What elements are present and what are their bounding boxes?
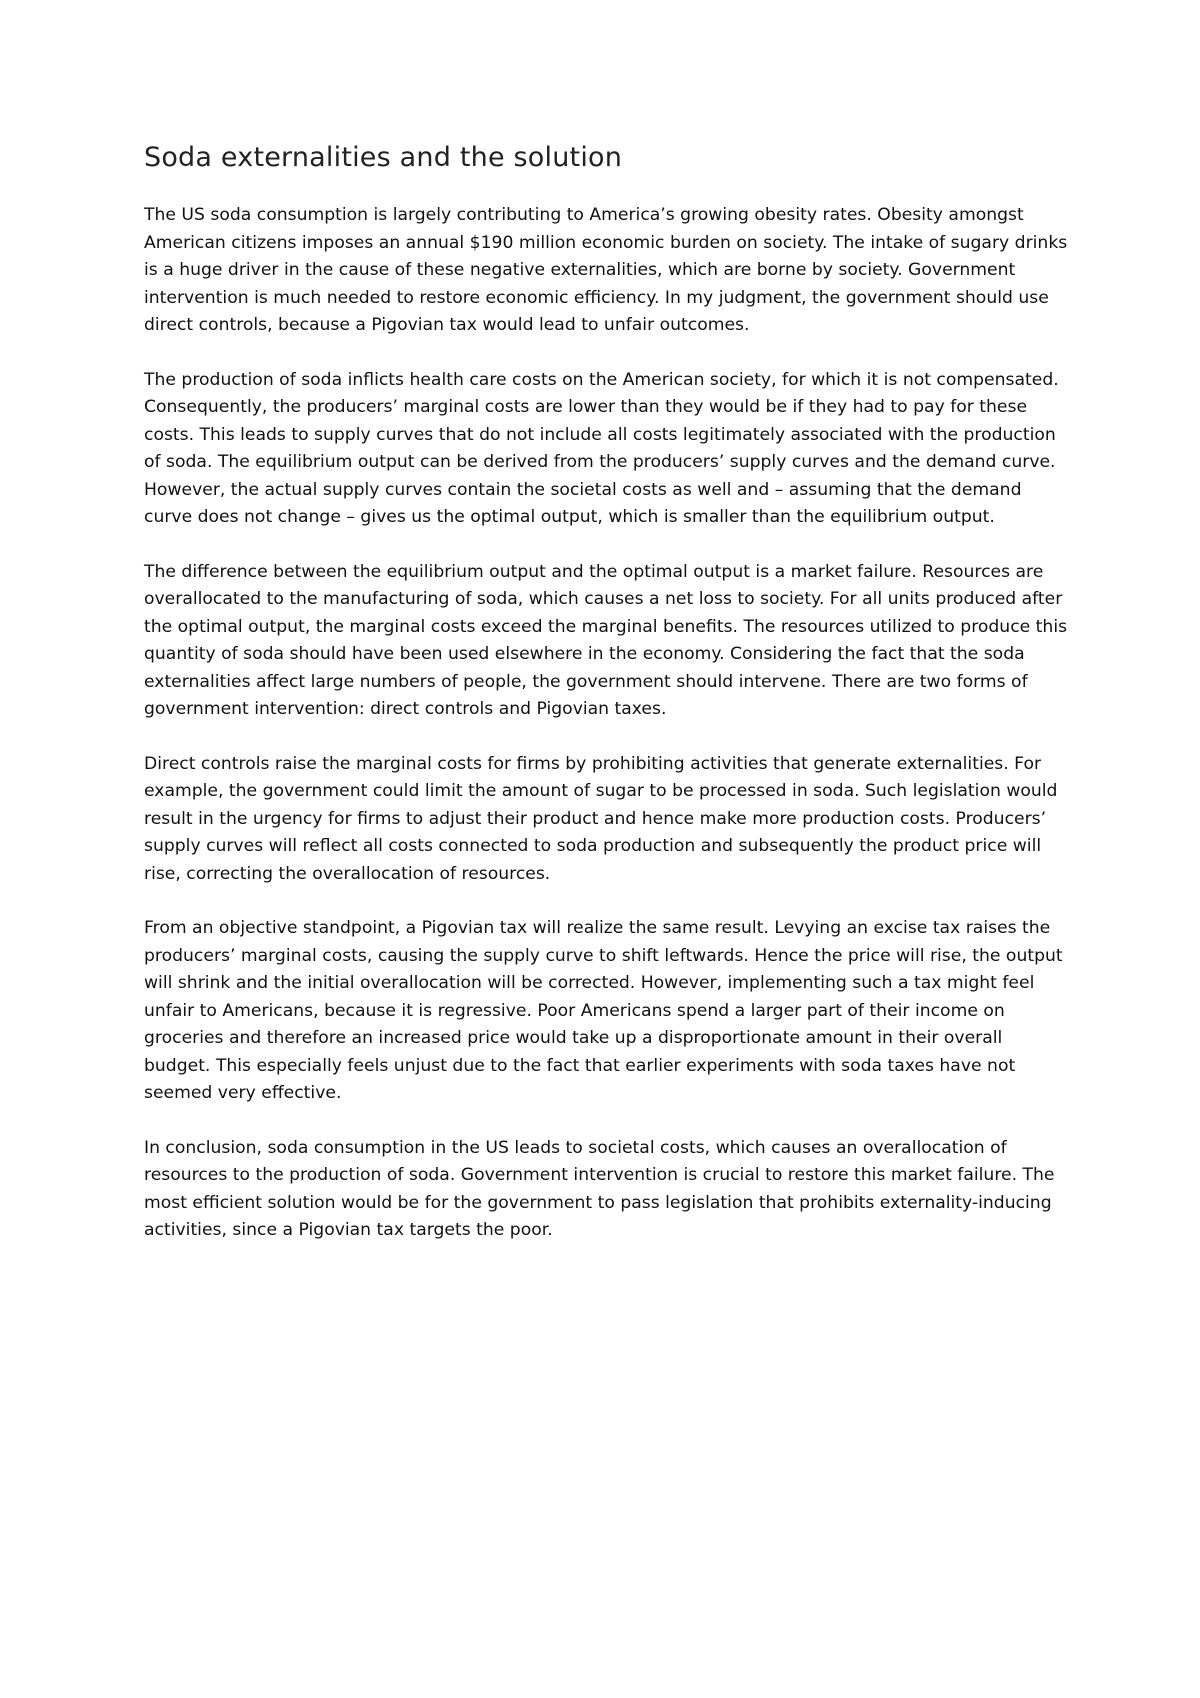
document-body: [144, 140, 1069, 1272]
paragraph-market-failure: The difference between the equilibrium output and the optimal output is a market failure. Resources are overallocated to the manufacturing of soda, which causes a net loss to society. For all units produced after the optimal output, the marginal costs exceed the marginal benefits. The resources utilized to produce this quantity of soda should have been used elsewhere in the economy. Considering the fact that the soda externalities affect large numbers of people, the government should intervene. There are two forms of government intervention: direct controls and Pigovian taxes.: [144, 561, 1068, 719]
paragraph-intro: The US soda consumption is largely contributing to America’s growing obesity rates. Obesity amongst American citizens imposes an annual $190 million economic burden on society. The intake of sugary drinks is a huge driver in the cause of these negative externalities, which are borne by society. Government intervention is much needed to restore economic efficiency. In my judgment, the government should use direct controls, because a Pigovian tax would lead to unfair outcomes.: [144, 205, 1068, 335]
paragraph-production-costs: The production of soda inflicts health care costs on the American society, for which it is not compensated. Consequently, the producers’ marginal costs are lower than they would be if they had to pay for these costs. This leads to supply curves that do not include all costs legitimately associated with the production of soda. The equilibrium output can be derived from the producers’ supply curves and the demand curve. However, the actual supply curves contain the societal costs as well and – assuming that the demand curve does not change – gives us the optimal output, which is smaller than the equilibrium output.: [144, 369, 1059, 527]
paragraph-conclusion: In conclusion, soda consumption in the US leads to societal costs, which causes an overallocation of resources to the production of soda. Government intervention is crucial to restore this market failure. The most efficient solution would be for the government to pass legislation that prohibits externality-inducing activities, since a Pigovian tax targets the poor.: [144, 1137, 1055, 1240]
document-title: Soda externalities and the solution: [144, 142, 623, 173]
paragraph-direct-controls: Direct controls raise the marginal costs for firms by prohibiting activities that generate externalities. For example, the government could limit the amount of sugar to be processed in soda. Such legislation would result in the urgency for firms to adjust their product and hence make more production costs. Producers’ supply curves will reflect all costs connected to soda production and subsequently the product price will rise, correcting the overallocation of resources.: [144, 753, 1058, 884]
paragraph-pigovian-tax: From an objective standpoint, a Pigovian tax will realize the same result. Levying an excise tax raises the producers’ marginal costs, causing the supply curve to shift leftwards. Hence the price will rise, the output will shrink and the initial overallocation will be corrected. However, implementing such a tax might feel unfair to Americans, because it is regressive. Poor Americans spend a larger part of their income on groceries and therefore an increased price would take up a disproportionate amount in their overall budget. This especially feels unjust due to the fact that earlier experiments with soda taxes have not seemed very effective.: [144, 918, 1063, 1103]
